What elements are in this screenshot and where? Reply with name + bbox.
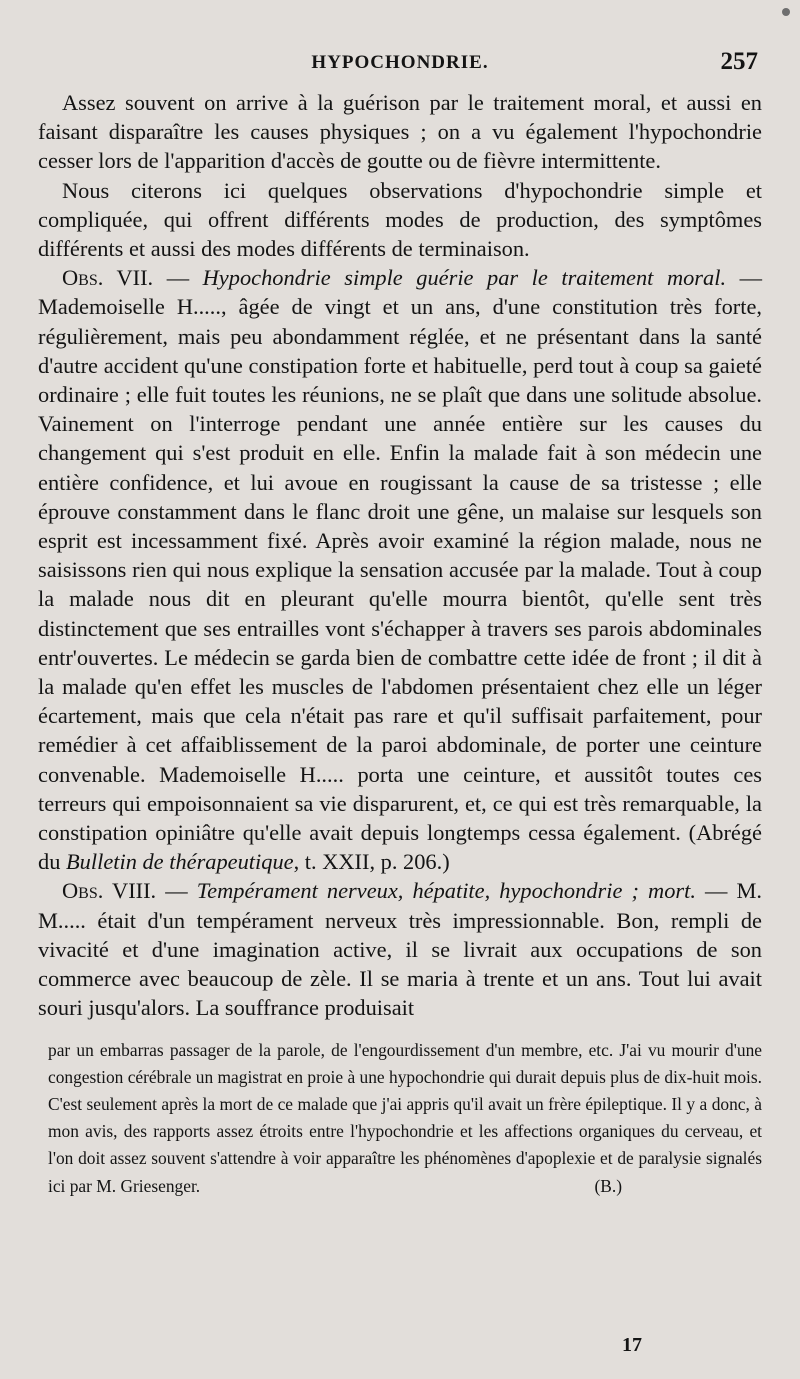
observation-7-label: Obs. VII. <box>62 265 154 291</box>
observation-7-reference-title: Bulletin de thérapeutique <box>66 849 294 875</box>
footnote-text: par un embarras passager de la parole, de l'engourdissement d'un membre, etc. J'ai vu mourir d'une congestion cérébrale un magistrat en proie à une hypochondrie qui durait depuis plus de dix-huit mois. C'est seulement après la mort de ce malade que j'ai appris qu'il avait un frère épileptique. Il y a donc, à mon avis, des rapports assez étroits entre l'hypochondrie et les affections organiques du cerveau, et l'on doit assez souvent s'attendre à voir apparaître les phénomènes d'apoplexie et de paralysie signalés ici par M. Griesenger. <box>48 1039 762 1196</box>
signature-mark: 17 <box>622 1334 642 1356</box>
observation-8 <box>38 876 762 1022</box>
body-text <box>38 88 762 1023</box>
paragraph-2: Nous citerons ici quelques observations d'hypochondrie simple et compliquée, qui offrent différents modes de production, des symptômes différents et aussi des modes différents de terminaison. <box>38 177 762 262</box>
observation-7-reference-tail: , t. XXII, p. 206.) <box>293 849 450 875</box>
observation-8-label: Obs. VIII. <box>62 878 157 904</box>
observation-8-title: Tempérament nerveux, hépatite, hypochondrie ; mort. <box>196 878 696 904</box>
observation-7-title: Hypochondrie simple guérie par le traitement moral. <box>202 265 727 291</box>
page-header <box>38 48 762 88</box>
footnote-block <box>38 1037 762 1200</box>
footnote-signature: (B.) <box>594 1175 622 1196</box>
ink-spot <box>782 8 790 16</box>
running-title: HYPOCHONDRIE. <box>311 52 489 73</box>
paragraph-1: Assez souvent on arrive à la guérison par le traitement moral, et aussi en faisant disparaître les causes physiques ; on a vu également l'hypochondrie cesser lors de l'apparition d'accès de goutte ou de fièvre intermittente. <box>38 90 762 174</box>
observation-8-dash: — <box>156 878 197 904</box>
observation-7-text: — Mademoiselle H....., âgée de vingt et un ans, d'une constitution très forte, régulièrement, mais peu abondamment réglée, et ne présentant dans la santé d'autre accident qu'une constipation forte et habituelle, perd tout à coup sa gaieté ordinaire ; elle fuit toutes les réunions, ne se plaît que dans une solitude absolue. Vainement on l'interroge pendant une année entière sur les causes du changement qui s'est produit en elle. Enfin la malade fait à son médecin une entière confidence, et lui avoue en rougissant la cause de sa tristesse ; elle éprouve constamment dans le flanc droit une gêne, un malaise sur lesquels son esprit est incessamment fixé. Après avoir examiné la région malade, nous ne saisissons rien qui nous explique la sensation accusée par la malade. Tout à coup la malade nous dit en pleurant qu'elle mourra bientôt, qu'elle sent très distinctement que ses entrailles vont s'échapper à travers ses parois abdominales entr'ouvertes. Le médecin se garda bien de combattre cette idée de front ; il dit à la malade qu'en effet les muscles de l'abdomen présentaient chez elle un léger écartement, mais que cela n'était pas rare et qu'il suffisait parfaitement, pour remédier à cet affaiblissement de la paroi abdominale, de porter une ceinture convenable. Mademoiselle H..... porta une ceinture, et aussitôt toutes ces terreurs qui empoisonnaient sa vie disparurent, et, ce qui est très remarquable, la constipation opiniâtre qu'elle avait depuis longtemps cessa également. (Abrégé du <box>38 265 762 875</box>
footnote <box>48 1037 762 1200</box>
page-number: 257 <box>720 48 758 75</box>
observation-8-text: — M. M..... était d'un tempérament nerveux très impressionnable. Bon, rempli de vivacité et d'une imagination active, il se livrait aux occupations de son commerce avec beaucoup de zèle. Il se maria à trente et un ans. Tout lui avait souri jusqu'alors. La souffrance produisait <box>38 878 762 1021</box>
observation-7-dash: — <box>153 265 203 291</box>
observation-7 <box>38 263 762 876</box>
